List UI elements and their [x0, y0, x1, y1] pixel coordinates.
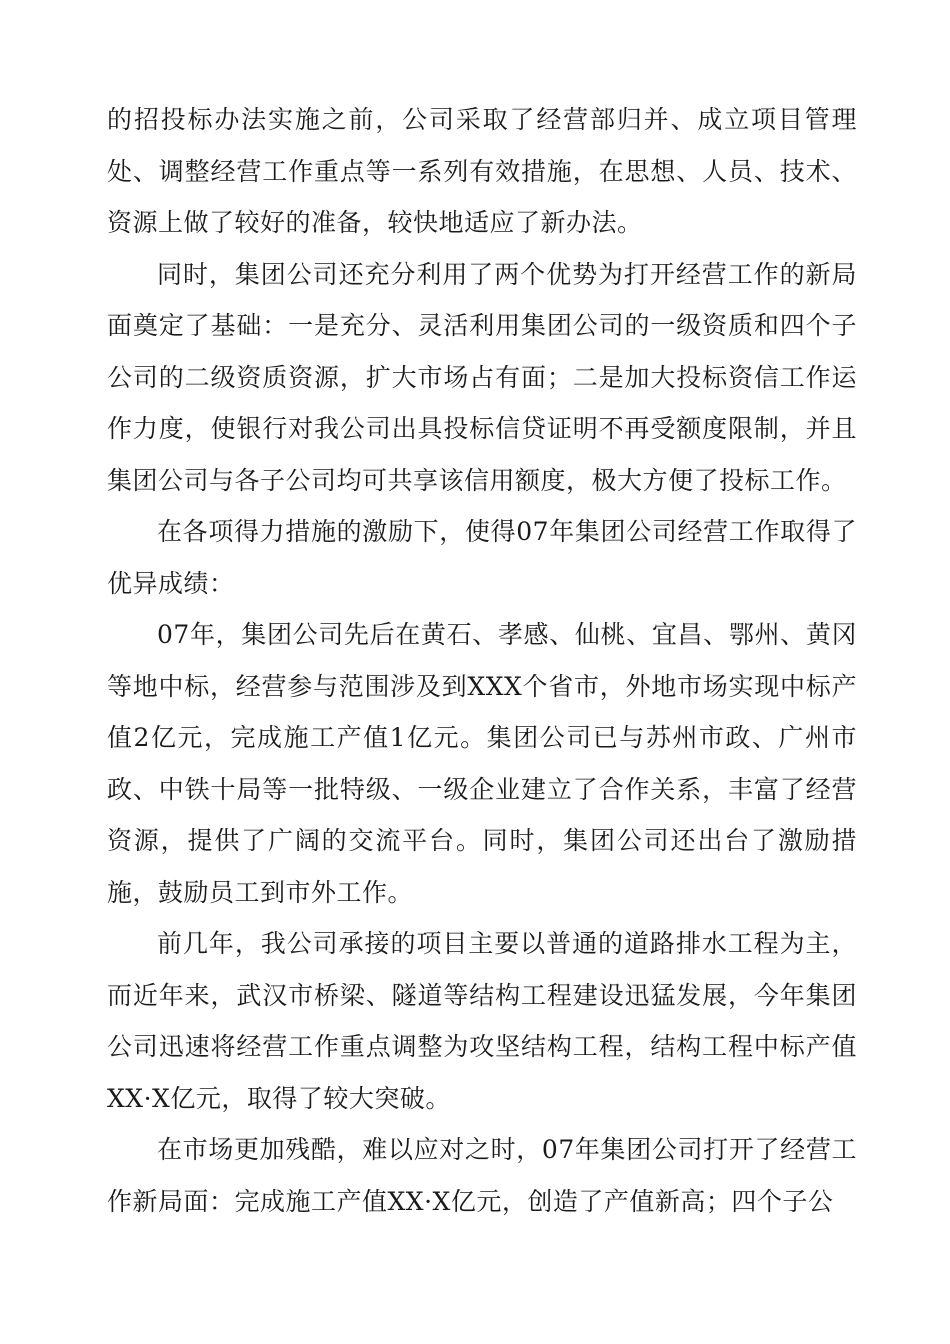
paragraph-structural-engineering: 前几年，我公司承接的项目主要以普通的道路排水工程为主，而近年来，武汉市桥梁、隧道等结构工程建设迅猛发展，今年集团公司迅速将经营工作重点调整为攻坚结构工程，结构工程中标产值XX·X亿元，取得了较大突破。 [107, 929, 857, 1113]
paragraph-external-market: 07年，集团公司先后在黄石、孝感、仙桃、宜昌、鄂州、黄冈等地中标，经营参与范围涉及到XXX个省市，外地市场实现中标产值2亿元，完成施工产值1亿元。集团公司已与苏州市政、广州市政、中铁十局等一批特级、一级企业建立了合作关系，丰富了经营资源，提供了广阔的交流平台。同时，集团公司还出台了激励措施，鼓励员工到市外工作。 [107, 620, 857, 907]
paragraph-two-advantages: 同时，集团公司还充分利用了两个优势为打开经营工作的新局面奠定了基础：一是充分、灵活利用集团公司的一级资质和四个子公司的二级资质资源，扩大市场占有面；二是加大投标资信工作运作力度，使银行对我公司出具投标信贷证明不再受额度限制，并且集团公司与各子公司均可共享该信用额度，极大方便了投标工作。 [107, 259, 857, 495]
paragraph-achievements-intro: 在各项得力措施的激励下，使得07年集团公司经营工作取得了优异成绩： [107, 517, 857, 598]
document-body [107, 94, 857, 1227]
paragraph-bidding-preparation: 的招投标办法实施之前，公司采取了经营部归并、成立项目管理处、调整经营工作重点等一系列有效措施，在思想、人员、技术、资源上做了较好的准备，较快地适应了新办法。 [107, 105, 857, 237]
paragraph-new-situation: 在市场更加残酷，难以应对之时，07年集团公司打开了经营工作新局面：完成施工产值XX·X亿元，创造了产值新高；四个子公 [107, 1135, 857, 1216]
